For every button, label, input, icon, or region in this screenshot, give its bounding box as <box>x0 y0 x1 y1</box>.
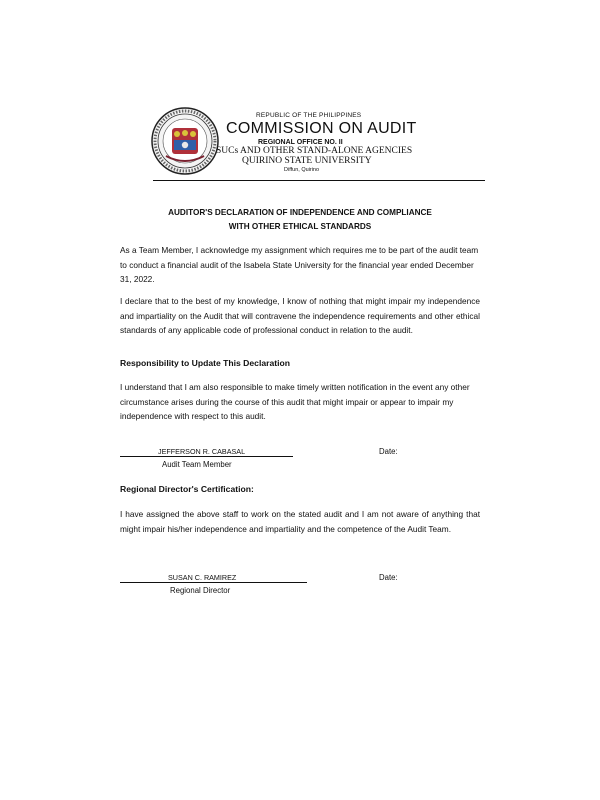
letterhead <box>216 112 482 173</box>
signature-line-auditor <box>120 456 293 457</box>
agency-name: COMMISSION ON AUDIT <box>226 120 417 137</box>
university-name: QUIRINO STATE UNIVERSITY <box>242 156 372 166</box>
section-heading-responsibility: Responsibility to Update This Declaration <box>120 358 290 368</box>
paragraph-certification: I have assigned the above staff to work on the stated audit and I am not aware of anything that might impair his/her independence and impartiality and the competence of the Audit Team. <box>120 509 480 534</box>
signatory-role-auditor: Audit Team Member <box>162 460 232 469</box>
signatory-role-director: Regional Director <box>170 586 231 595</box>
paragraph-responsibility: I understand that I am also responsible to make timely written notification in the event any other circumstance arises during the course of this audit that might impair or appear to impair my independence with respect to this audit. <box>120 382 470 421</box>
date-label-director: Date: <box>379 573 398 582</box>
paragraph-assignment: As a Team Member, I acknowledge my assignment which requires me to be part of the audit team to conduct a financial audit of the Isabela State University for the financial year ended December 31, 2022. <box>120 245 479 284</box>
coa-seal-icon <box>150 106 220 176</box>
republic-line: REPUBLIC OF THE PHILIPPINES <box>256 112 362 119</box>
signatory-name-auditor: JEFFERSON R. CABASAL <box>158 447 246 456</box>
document-title-line-1: AUDITOR'S DECLARATION OF INDEPENDENCE AND COMPLIANCE <box>168 208 432 217</box>
regional-office: REGIONAL OFFICE NO. II <box>258 139 343 146</box>
section-heading-certification: Regional Director's Certification: <box>120 484 254 494</box>
document-title-line-2: WITH OTHER ETHICAL STANDARDS <box>228 222 372 231</box>
header-divider <box>153 180 485 181</box>
location-line: Diffun, Quirino <box>284 167 320 173</box>
signature-line-director <box>120 582 307 583</box>
date-label-auditor: Date: <box>379 447 398 456</box>
signatory-name-director: SUSAN C. RAMIREZ <box>168 573 237 582</box>
paragraph-declaration: I declare that to the best of my knowledge, I know of nothing that might impair my independence and impartiality on the Audit that will contravene the independence requirements and other ethical standards of any applicable code of professional conduct in relation to the audit. <box>120 296 480 335</box>
cluster-name: SUCs AND OTHER STAND-ALONE AGENCIES <box>216 146 413 156</box>
